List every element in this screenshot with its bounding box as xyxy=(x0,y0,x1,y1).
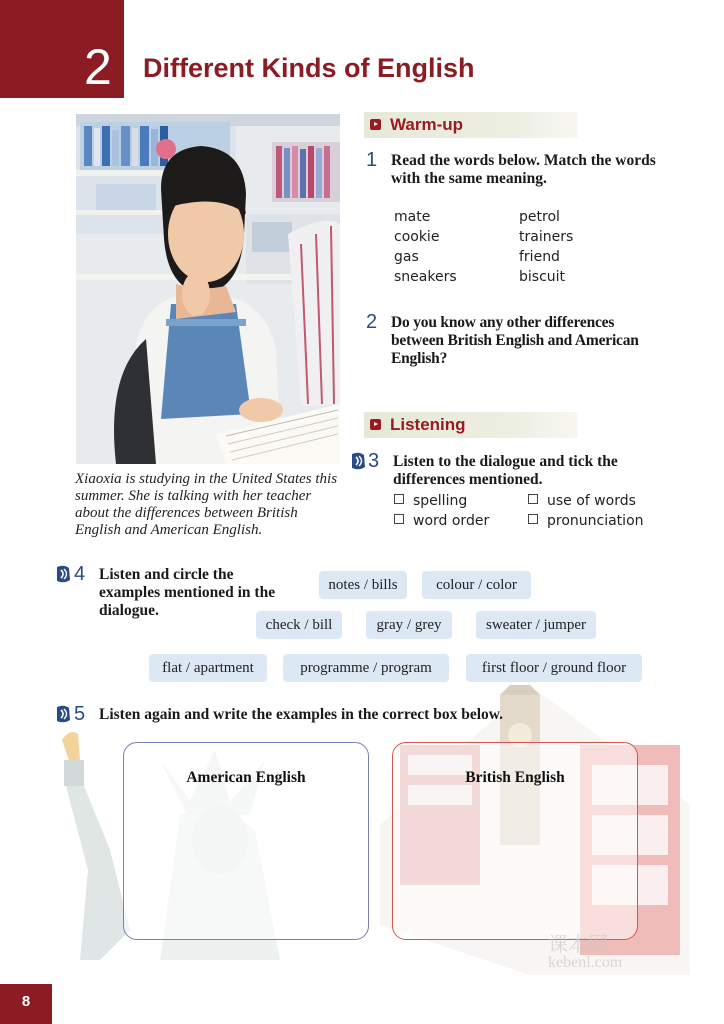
word-list-left xyxy=(394,207,457,287)
checkbox[interactable] xyxy=(528,494,538,504)
word-friend: friend xyxy=(519,249,560,265)
chip-sweater-jumper[interactable]: sweater / jumper xyxy=(476,611,596,639)
audio-icon[interactable] xyxy=(55,704,72,724)
chip-gray-grey[interactable]: gray / grey xyxy=(366,611,452,639)
option-word-order[interactable]: word order xyxy=(394,513,489,529)
watermark-cn: 课本网 xyxy=(548,934,608,956)
chip-programme-program[interactable]: programme / program xyxy=(283,654,449,682)
watermark-url: kebenl.com xyxy=(548,954,623,971)
word-biscuit: biscuit xyxy=(519,269,566,285)
chip-colour-color[interactable]: colour / color xyxy=(422,571,531,599)
british-english-title: British English xyxy=(465,769,565,786)
option-spelling[interactable]: spelling xyxy=(394,493,467,509)
listening-heading: Listening xyxy=(390,415,466,434)
word-cookie: cookie xyxy=(394,229,440,245)
british-english-box[interactable] xyxy=(392,742,638,940)
checkbox[interactable] xyxy=(394,514,404,524)
american-english-title: American English xyxy=(186,769,306,786)
question-1-text: Read the words below. Match the words with the same meaning. xyxy=(391,152,656,187)
word-petrol: petrol xyxy=(519,209,560,225)
audio-icon[interactable] xyxy=(350,451,367,471)
page-number: 8 xyxy=(0,984,52,1024)
checkbox[interactable] xyxy=(394,494,404,504)
warmup-heading: Warm-up xyxy=(390,115,464,134)
question-3-number: 3 xyxy=(368,450,380,472)
option-use-of-words[interactable]: use of words xyxy=(528,493,636,509)
unit-title: Different Kinds of English xyxy=(143,53,475,83)
play-square-icon xyxy=(370,419,381,430)
question-3-text: Listen to the dialogue and tick the differences mentioned. xyxy=(393,453,618,488)
american-english-box[interactable] xyxy=(123,742,369,940)
play-square-icon xyxy=(370,119,381,130)
word-trainers: trainers xyxy=(519,229,574,245)
question-4-number: 4 xyxy=(74,563,86,585)
checkbox[interactable] xyxy=(528,514,538,524)
audio-icon[interactable] xyxy=(55,564,72,584)
word-sneakers: sneakers xyxy=(394,269,457,285)
chip-flat-apartment[interactable]: flat / apartment xyxy=(149,654,267,682)
question-2-number: 2 xyxy=(366,311,378,333)
word-gas: gas xyxy=(394,249,419,265)
question-2-text: Do you know any other differences between British English and American English? xyxy=(391,314,639,367)
option-pronunciation[interactable]: pronunciation xyxy=(528,513,644,529)
chip-first-floor-ground-floor[interactable]: first floor / ground floor xyxy=(466,654,642,682)
warmup-heading-bar xyxy=(364,112,578,138)
unit-number: 2 xyxy=(84,39,112,95)
chip-notes-bills[interactable]: notes / bills xyxy=(319,571,407,599)
photo-caption: Xiaoxia is studying in the United States this summer. She is talking with her teacher about the differences between British English and American English. xyxy=(75,471,338,538)
student-photo xyxy=(76,114,340,464)
listening-heading-bar xyxy=(364,412,578,438)
word-list-right xyxy=(519,207,573,287)
question-4-text: Listen and circle the examples mentioned in the dialogue. xyxy=(99,566,276,619)
question-5-text: Listen again and write the examples in the correct box below. xyxy=(99,706,503,723)
question-5-number: 5 xyxy=(74,703,86,725)
question-1-number: 1 xyxy=(366,149,378,171)
chip-check-bill[interactable]: check / bill xyxy=(256,611,342,639)
word-mate: mate xyxy=(394,209,431,225)
